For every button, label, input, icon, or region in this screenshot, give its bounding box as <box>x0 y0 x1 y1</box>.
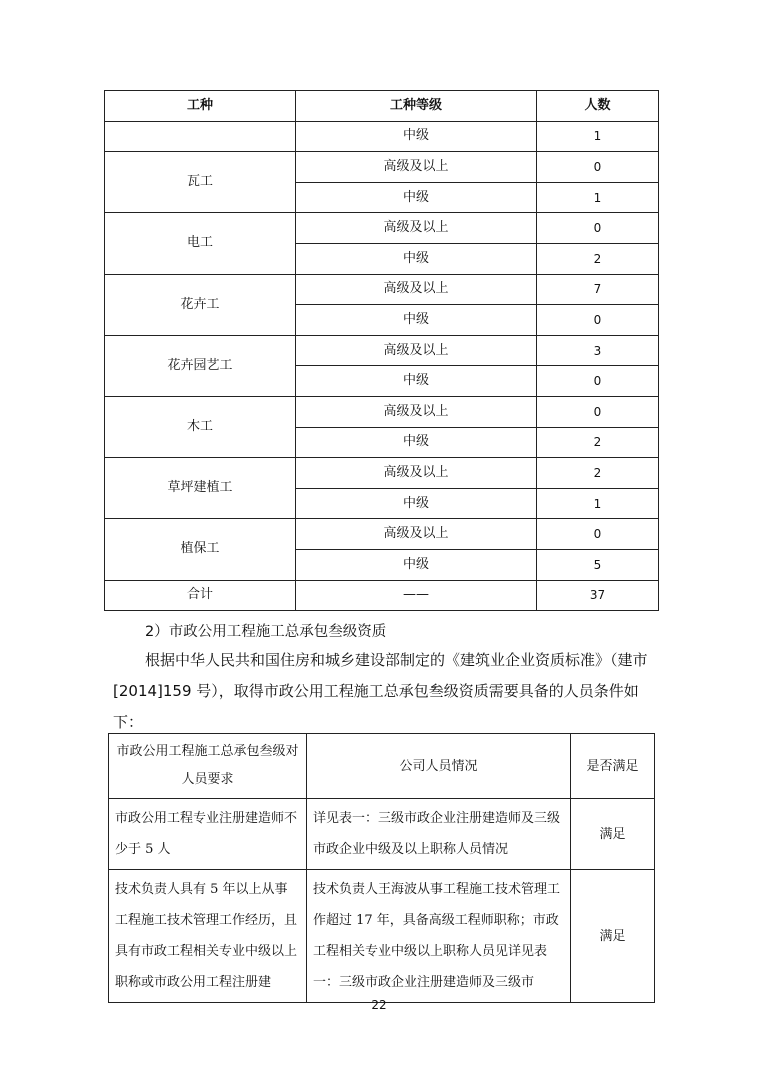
header-type: 工种 <box>105 91 296 122</box>
count-cell: 2 <box>537 243 659 274</box>
grade-cell: 中级 <box>296 121 537 152</box>
worker-type-cell <box>105 121 296 152</box>
count-cell: 0 <box>537 396 659 427</box>
table-row <box>105 121 659 152</box>
satisfied-cell: 满足 <box>571 799 655 870</box>
count-cell: 5 <box>537 549 659 580</box>
worker-type-cell: 木工 <box>105 396 296 457</box>
table-row <box>105 519 659 550</box>
status-cell: 详见表一：三级市政企业注册建造师及三级市政企业中级及以上职称人员情况 <box>307 799 571 870</box>
total-row <box>105 580 659 611</box>
worker-type-cell: 植保工 <box>105 519 296 580</box>
header-status: 公司人员情况 <box>307 734 571 799</box>
table-row <box>109 799 655 870</box>
grade-cell: 中级 <box>296 366 537 397</box>
count-cell: 0 <box>537 305 659 336</box>
section-heading: 2）市政公用工程施工总承包叁级资质 <box>145 624 387 640</box>
total-count-cell: 37 <box>537 580 659 611</box>
count-cell: 0 <box>537 152 659 183</box>
table-header-row <box>109 734 655 799</box>
grade-cell: 中级 <box>296 243 537 274</box>
grade-cell: 高级及以上 <box>296 213 537 244</box>
personnel-table <box>104 90 659 611</box>
count-cell: 3 <box>537 335 659 366</box>
count-cell: 1 <box>537 182 659 213</box>
requirement-cell: 市政公用工程专业注册建造师不少于 5 人 <box>109 799 307 870</box>
grade-cell: 高级及以上 <box>296 152 537 183</box>
count-cell: 1 <box>537 488 659 519</box>
table-row <box>105 274 659 305</box>
personnel-table-body <box>105 121 659 611</box>
table-row <box>105 458 659 489</box>
grade-cell: 中级 <box>296 182 537 213</box>
table-row <box>105 335 659 366</box>
total-grade-cell: —— <box>296 580 537 611</box>
header-grade: 工种等级 <box>296 91 537 122</box>
worker-type-cell: 花卉工 <box>105 274 296 335</box>
count-cell: 2 <box>537 458 659 489</box>
count-cell: 2 <box>537 427 659 458</box>
count-cell: 0 <box>537 519 659 550</box>
requirements-table <box>108 733 655 1003</box>
table-row <box>105 396 659 427</box>
grade-cell: 高级及以上 <box>296 335 537 366</box>
header-satisfied: 是否满足 <box>571 734 655 799</box>
worker-type-cell: 花卉园艺工 <box>105 335 296 396</box>
table-row <box>109 870 655 1003</box>
grade-cell: 中级 <box>296 427 537 458</box>
worker-type-cell: 电工 <box>105 213 296 274</box>
worker-type-cell: 瓦工 <box>105 152 296 213</box>
table-header-row <box>105 91 659 122</box>
status-cell: 技术负责人王海波从事工程施工技术管理工作超过 17 年，具备高级工程师职称；市政工程相关专业中级以上职称人员见详见表一：三级市政企业注册建造师及三级市 <box>307 870 571 1003</box>
grade-cell: 中级 <box>296 488 537 519</box>
table-row <box>105 213 659 244</box>
page-number: 22 <box>371 998 387 1012</box>
count-cell: 0 <box>537 366 659 397</box>
grade-cell: 中级 <box>296 305 537 336</box>
total-label-cell: 合计 <box>105 580 296 611</box>
requirement-cell: 技术负责人具有 5 年以上从事工程施工技术管理工作经历，且具有市政工程相关专业中级以上职称或市政公用工程注册建 <box>109 870 307 1003</box>
satisfied-cell: 满足 <box>571 870 655 1003</box>
header-requirement: 市政公用工程施工总承包叁级对人员要求 <box>109 734 307 799</box>
count-cell: 7 <box>537 274 659 305</box>
header-count: 人数 <box>537 91 659 122</box>
worker-type-cell: 草坪建植工 <box>105 458 296 519</box>
requirements-table-body <box>109 734 655 1003</box>
grade-cell: 中级 <box>296 549 537 580</box>
body-paragraph: 根据中华人民共和国住房和城乡建设部制定的《建筑业企业资质标准》（建市[2014]159 号），取得市政公用工程施工总承包叁级资质需要具备的人员条件如下： <box>113 651 648 731</box>
grade-cell: 高级及以上 <box>296 458 537 489</box>
grade-cell: 高级及以上 <box>296 396 537 427</box>
table-row <box>105 152 659 183</box>
count-cell: 0 <box>537 213 659 244</box>
grade-cell: 高级及以上 <box>296 274 537 305</box>
grade-cell: 高级及以上 <box>296 519 537 550</box>
count-cell: 1 <box>537 121 659 152</box>
